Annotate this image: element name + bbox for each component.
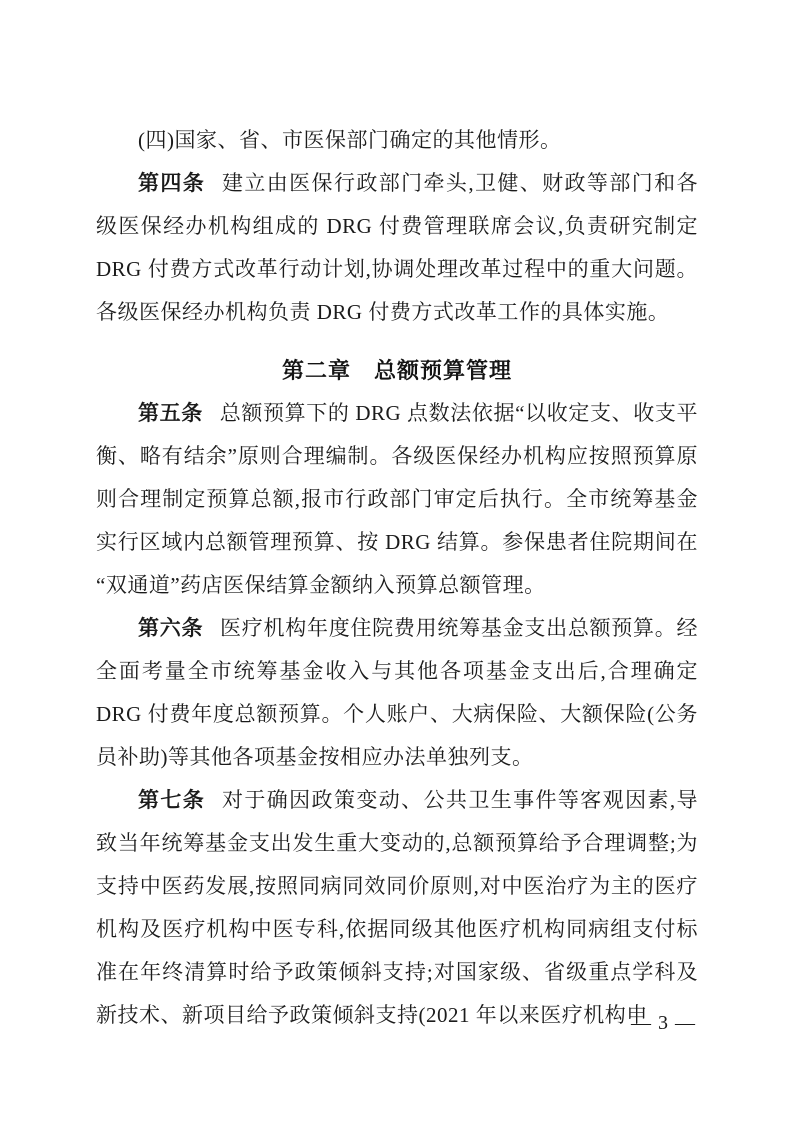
article-4-text: 建立由医保行政部门牵头,卫健、财政等部门和各级医保经办机构组成的 DRG 付费管理联席会议,负责研究制定 DRG 付费方式改革行动计划,协调处理改革过程中的重大问题。各级医保经办机构负责 DRG 付费方式改革工作的具体实施。 <box>96 171 699 324</box>
article-6-text: 医疗机构年度住院费用统筹基金支出总额预算。经全面考量全市统筹基金收入与其他各项基金支出后,合理确定 DRG 付费年度总额预算。个人账户、大病保险、大额保险(公务员补助)等其他各项基金按相应办法单独列支。 <box>96 616 699 769</box>
article-7-text: 对于确因政策变动、公共卫生事件等客观因素,导致当年统筹基金支出发生重大变动的,总额预算给予合理调整;为支持中医药发展,按照同病同效同价原则,对中医治疗为主的医疗机构及医疗机构中医专科,依据同级其他医疗机构同病组支付标准在年终清算时给予政策倾斜支持;对国家级、省级重点学科及新技术、新项目给予政策倾斜支持(2021 年以来医疗机构申 <box>96 788 699 1027</box>
article-5-label: 第五条 <box>138 401 203 425</box>
article-4-paragraph <box>96 162 698 334</box>
article-7-label: 第七条 <box>138 788 206 812</box>
article-6-label: 第六条 <box>138 616 204 640</box>
article-6-paragraph <box>96 607 698 779</box>
chapter-2-heading: 第二章 总额预算管理 <box>281 358 512 383</box>
list-item-four: (四)国家、省、市医保部门确定的其他情形。 <box>138 128 562 152</box>
article-4-label: 第四条 <box>138 171 206 195</box>
document-body <box>96 119 698 1037</box>
page-number: — 3 — <box>631 1012 696 1034</box>
article-5-text: 总额预算下的 DRG 点数法依据“以收定支、收支平衡、略有结余”原则合理编制。各级医保经办机构应按照预算原则合理制定预算总额,报市行政部门审定后执行。全市统筹基金实行区域内总额管理预算、按 DRG 结算。参保患者住院期间在“双通道”药店医保结算金额纳入预算总额管理。 <box>96 401 698 597</box>
article-7-paragraph <box>96 779 698 1037</box>
article-5-paragraph <box>96 392 698 607</box>
